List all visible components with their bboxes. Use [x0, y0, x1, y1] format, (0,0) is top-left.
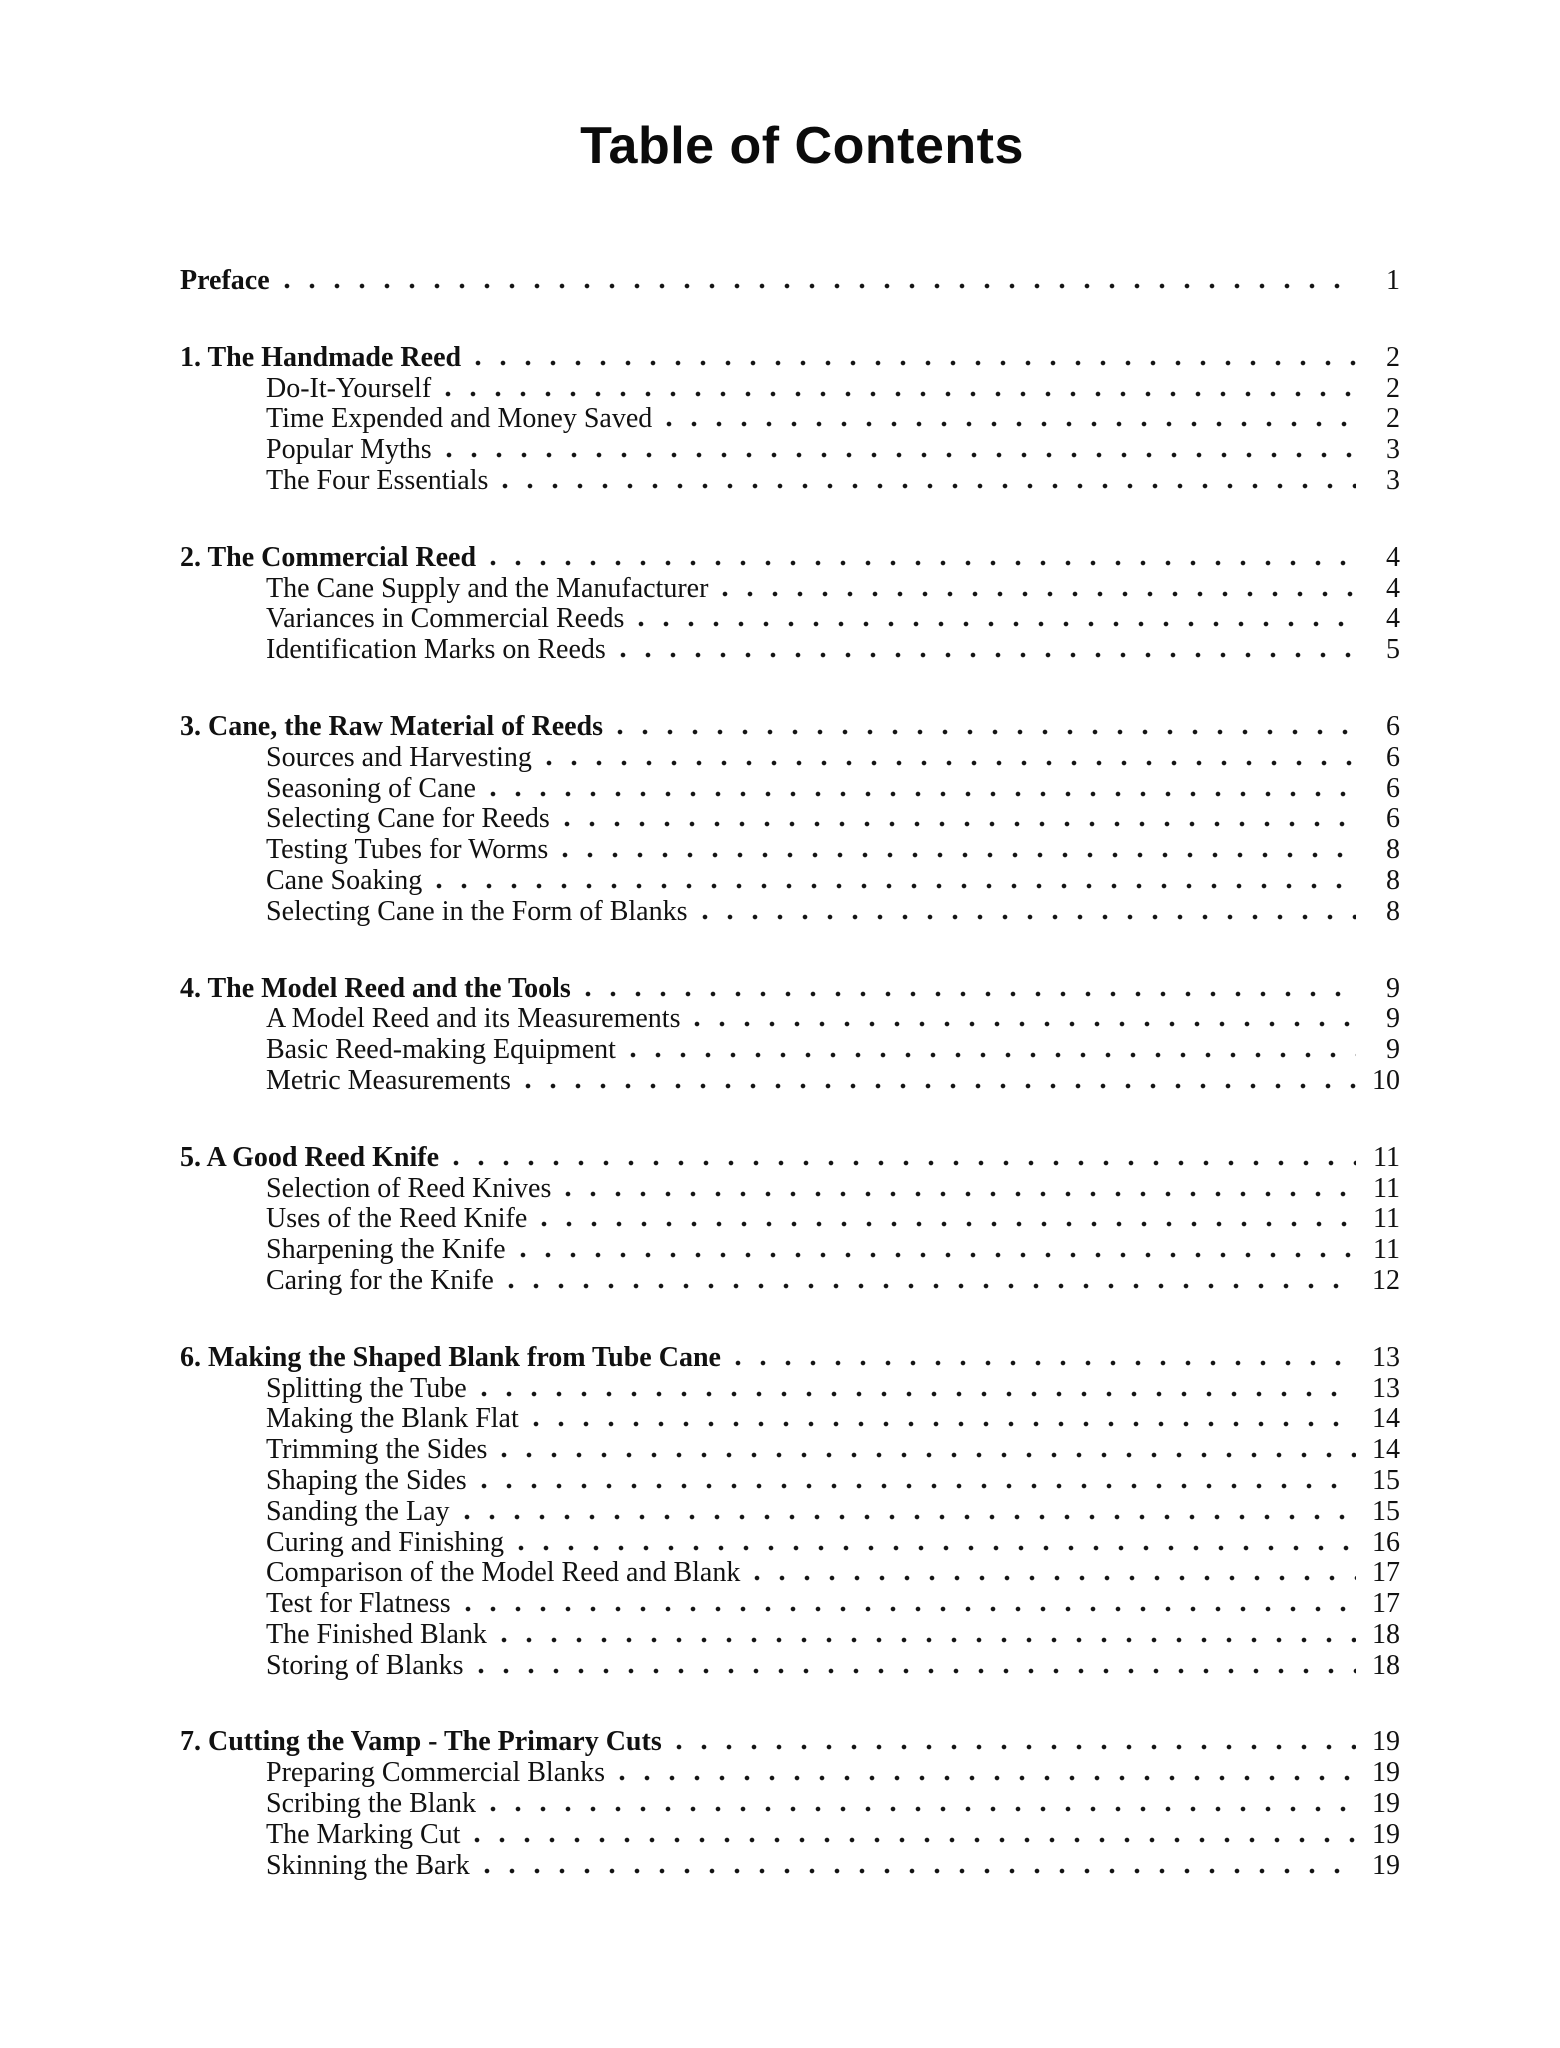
dot-leader — [620, 652, 1356, 658]
entry-label: Trimming the Sides — [266, 1434, 488, 1466]
toc-entry-row — [180, 574, 1400, 605]
dot-leader — [754, 1575, 1356, 1581]
entry-label: The Marking Cut — [266, 1818, 461, 1850]
page-number: 14 — [1372, 1434, 1400, 1466]
entry-label: The Four Essentials — [266, 464, 489, 496]
page-number: 11 — [1373, 1172, 1400, 1204]
toc-entry-row — [180, 743, 1400, 774]
toc-entry-row — [180, 1789, 1400, 1820]
entry-label: Splitting the Tube — [266, 1372, 467, 1404]
toc-entry-row — [180, 1466, 1400, 1497]
entry-label: Sources and Harvesting — [266, 741, 532, 773]
page-number: 15 — [1372, 1495, 1400, 1527]
toc-section — [180, 974, 1400, 1097]
entry-label: Variances in Commercial Reeds — [266, 603, 625, 635]
toc-heading-row — [180, 974, 1400, 1005]
toc-entry-row — [180, 1435, 1400, 1466]
toc-heading-row — [180, 266, 1400, 297]
dot-leader — [490, 1806, 1356, 1812]
page-number: 13 — [1372, 1341, 1400, 1373]
toc-entry-row — [180, 1758, 1400, 1789]
toc-entry-row — [180, 1035, 1400, 1066]
entry-label: Sharpening the Knife — [266, 1234, 506, 1266]
dot-leader — [465, 1606, 1356, 1612]
entry-label: Selecting Cane in the Form of Blanks — [266, 895, 688, 927]
entry-label: 1. The Handmade Reed — [180, 341, 462, 373]
toc-entry-row — [180, 835, 1400, 866]
toc-entry-row — [180, 635, 1400, 666]
page-number: 16 — [1372, 1526, 1400, 1558]
page-number: 11 — [1373, 1203, 1400, 1235]
page-number: 9 — [1386, 972, 1400, 1004]
toc-entry-row — [180, 1651, 1400, 1682]
toc-section — [180, 1143, 1400, 1297]
entry-label: Shaping the Sides — [266, 1464, 467, 1496]
entry-label: Selection of Reed Knives — [266, 1172, 552, 1204]
page-number: 6 — [1386, 710, 1400, 742]
toc-entry-row — [180, 1374, 1400, 1405]
dot-leader — [284, 283, 1356, 289]
entry-label: 4. The Model Reed and the Tools — [180, 972, 571, 1004]
entry-label: Popular Myths — [266, 434, 432, 466]
dot-leader — [502, 483, 1356, 489]
toc-entry-row — [180, 1266, 1400, 1297]
toc-entry-row — [180, 466, 1400, 497]
page-number: 11 — [1373, 1141, 1400, 1173]
toc-entry-row — [180, 804, 1400, 835]
toc-entry-row — [180, 1820, 1400, 1851]
page-number: 18 — [1372, 1618, 1400, 1650]
toc-entry-row — [180, 1404, 1400, 1435]
entry-label: Sanding the Lay — [266, 1495, 450, 1527]
page-number: 8 — [1386, 834, 1400, 866]
dot-leader — [630, 1052, 1356, 1058]
toc-entry-row — [180, 1620, 1400, 1651]
toc-entry-row — [180, 1235, 1400, 1266]
toc-entry-row — [180, 404, 1400, 435]
page-number: 5 — [1386, 634, 1400, 666]
entry-label: 7. Cutting the Vamp - The Primary Cuts — [180, 1726, 662, 1758]
page-title: Table of Contents — [580, 117, 1024, 175]
entry-label: Preface — [180, 265, 270, 296]
dot-leader — [666, 421, 1356, 427]
toc-entry-row — [180, 774, 1400, 805]
page-number: 11 — [1373, 1234, 1400, 1266]
toc-entry-row — [180, 1851, 1400, 1882]
entry-label: Curing and Finishing — [266, 1526, 505, 1558]
entry-label: Metric Measurements — [266, 1064, 511, 1096]
toc-heading-row — [180, 1727, 1400, 1758]
dot-leader — [525, 1083, 1356, 1089]
entry-label: 6. Making the Shaped Blank from Tube Cane — [180, 1341, 721, 1373]
dot-leader — [541, 1221, 1356, 1227]
dot-leader — [490, 791, 1356, 797]
page-number: 19 — [1372, 1757, 1400, 1789]
entry-label: Scribing the Blank — [266, 1788, 476, 1820]
dot-leader — [481, 1483, 1356, 1489]
dot-leader — [722, 591, 1356, 597]
entry-label: Basic Reed-making Equipment — [266, 1034, 616, 1066]
entry-label: 2. The Commercial Reed — [180, 541, 477, 573]
entry-label: Preparing Commercial Blanks — [266, 1757, 606, 1789]
entry-label: The Finished Blank — [266, 1618, 487, 1650]
page-number: 12 — [1372, 1264, 1400, 1296]
dot-leader — [676, 1744, 1356, 1750]
page-number: 6 — [1386, 772, 1400, 804]
dot-leader — [501, 1452, 1356, 1458]
page-number: 19 — [1372, 1788, 1400, 1820]
dot-leader — [562, 852, 1356, 858]
page-number: 19 — [1372, 1818, 1400, 1850]
dot-leader — [565, 1191, 1356, 1197]
dot-leader — [478, 1668, 1356, 1674]
toc-entry-row — [180, 866, 1400, 897]
page-number: 19 — [1372, 1726, 1400, 1758]
toc-entry-row — [180, 1004, 1400, 1035]
page-number: 4 — [1386, 541, 1400, 573]
dot-leader — [585, 991, 1356, 997]
toc-section — [180, 266, 1400, 297]
page-number: 4 — [1386, 572, 1400, 604]
entry-label: Testing Tubes for Worms — [266, 834, 549, 866]
dot-leader — [490, 560, 1356, 566]
toc-entry-row — [180, 1497, 1400, 1528]
page-number: 17 — [1372, 1588, 1400, 1620]
entry-label: Test for Flatness — [266, 1588, 451, 1620]
page-number: 13 — [1372, 1372, 1400, 1404]
entry-label: Skinning the Bark — [266, 1849, 470, 1881]
page-number: 8 — [1386, 864, 1400, 896]
toc — [180, 266, 1400, 1927]
toc-entry-row — [180, 604, 1400, 635]
dot-leader — [501, 1637, 1356, 1643]
entry-label: Do-It-Yourself — [266, 372, 432, 404]
entry-label: Storing of Blanks — [266, 1649, 464, 1681]
page-number: 15 — [1372, 1464, 1400, 1496]
page-number: 8 — [1386, 895, 1400, 927]
dot-leader — [481, 1391, 1356, 1397]
page-number: 6 — [1386, 803, 1400, 835]
toc-entry-row — [180, 1174, 1400, 1205]
page-number: 9 — [1386, 1003, 1400, 1035]
page-number: 17 — [1372, 1557, 1400, 1589]
toc-heading-row — [180, 343, 1400, 374]
entry-label: 3. Cane, the Raw Material of Reeds — [180, 710, 604, 742]
toc-section — [180, 712, 1400, 928]
dot-leader — [508, 1283, 1356, 1289]
toc-heading-row — [180, 1343, 1400, 1374]
entry-label: Seasoning of Cane — [266, 772, 476, 804]
dot-leader — [445, 391, 1356, 397]
page-number: 6 — [1386, 741, 1400, 773]
toc-section — [180, 1727, 1400, 1881]
entry-label: Selecting Cane for Reeds — [266, 803, 550, 835]
entry-label: Comparison of the Model Reed and Blank — [266, 1557, 741, 1589]
toc-entry-row — [180, 1528, 1400, 1559]
toc-heading-row — [180, 543, 1400, 574]
dot-leader — [638, 621, 1356, 627]
page-number: 9 — [1386, 1034, 1400, 1066]
dot-leader — [520, 1252, 1357, 1258]
dot-leader — [617, 729, 1356, 735]
page-number: 1 — [1386, 265, 1400, 296]
entry-label: Cane Soaking — [266, 864, 423, 896]
dot-leader — [518, 1545, 1356, 1551]
dot-leader — [694, 1021, 1356, 1027]
toc-entry-row — [180, 374, 1400, 405]
page-number: 2 — [1386, 341, 1400, 373]
dot-leader — [446, 452, 1356, 458]
toc-section — [180, 343, 1400, 497]
dot-leader — [564, 821, 1356, 827]
dot-leader — [453, 1160, 1356, 1166]
dot-leader — [474, 1837, 1356, 1843]
toc-entry-row — [180, 897, 1400, 928]
entry-label: Time Expended and Money Saved — [266, 403, 653, 435]
toc-section — [180, 1343, 1400, 1682]
page-number: 19 — [1372, 1849, 1400, 1881]
dot-leader — [533, 1421, 1356, 1427]
entry-label: 5. A Good Reed Knife — [180, 1141, 440, 1173]
entry-label: The Cane Supply and the Manufacturer — [266, 572, 709, 604]
page-number: 14 — [1372, 1403, 1400, 1435]
page-number: 18 — [1372, 1649, 1400, 1681]
page-number: 2 — [1386, 372, 1400, 404]
toc-entry-row — [180, 1204, 1400, 1235]
page-number: 10 — [1372, 1064, 1400, 1096]
toc-entry-row — [180, 435, 1400, 466]
dot-leader — [464, 1514, 1356, 1520]
page-number: 2 — [1386, 403, 1400, 435]
toc-heading-row — [180, 712, 1400, 743]
entry-label: Making the Blank Flat — [266, 1403, 519, 1435]
page-number: 3 — [1386, 434, 1400, 466]
toc-section — [180, 543, 1400, 666]
dot-leader — [619, 1775, 1356, 1781]
entry-label: Caring for the Knife — [266, 1264, 494, 1296]
dot-leader — [702, 914, 1357, 920]
toc-entry-row — [180, 1066, 1400, 1097]
toc-entry-row — [180, 1589, 1400, 1620]
dot-leader — [484, 1868, 1356, 1874]
page-number: 3 — [1386, 464, 1400, 496]
dot-leader — [546, 760, 1356, 766]
toc-entry-row — [180, 1558, 1400, 1589]
entry-label: A Model Reed and its Measurements — [266, 1003, 681, 1035]
entry-label: Identification Marks on Reeds — [266, 634, 606, 666]
dot-leader — [436, 883, 1356, 889]
dot-leader — [475, 360, 1356, 366]
toc-heading-row — [180, 1143, 1400, 1174]
entry-label: Uses of the Reed Knife — [266, 1203, 528, 1235]
dot-leader — [735, 1360, 1356, 1366]
page-number: 4 — [1386, 603, 1400, 635]
